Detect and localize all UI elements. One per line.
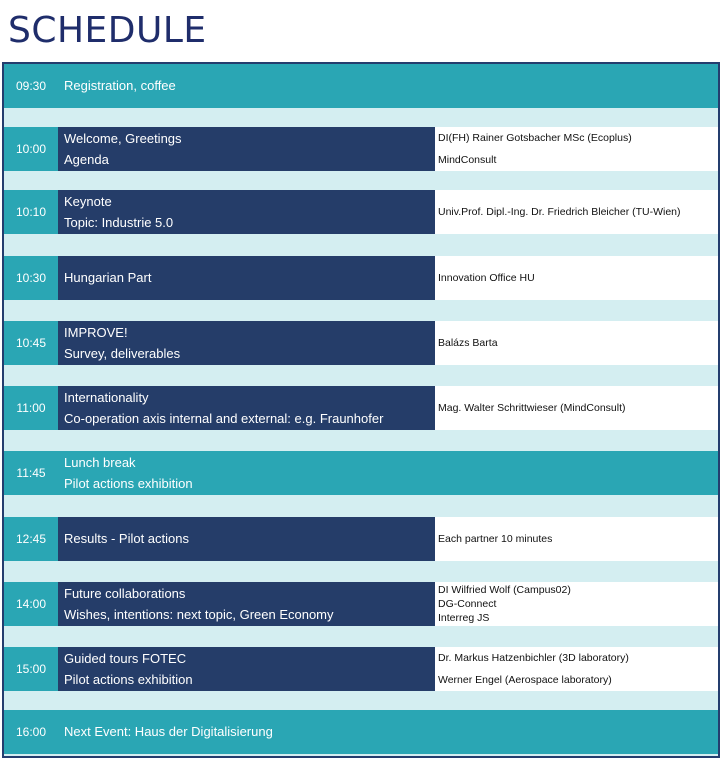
schedule-row-1030 (4, 256, 718, 300)
time-cell: 12:45 (4, 517, 58, 561)
speaker-cell (434, 517, 718, 561)
speaker-name: Univ.Prof. Dipl.-Ing. Dr. Friedrich Bleicher (TU-Wien) (438, 206, 681, 218)
session-title: Next Event: Haus der Digitalisierung (64, 724, 273, 739)
speaker-name: Interreg JS (438, 612, 490, 624)
time-cell: 15:00 (4, 647, 58, 691)
speaker-cell (434, 127, 718, 171)
session-cell (58, 190, 434, 234)
schedule-row-1245 (4, 517, 718, 561)
schedule-row-1010 (4, 190, 718, 234)
session-title: Guided tours FOTEC (64, 650, 187, 666)
schedule-row-0930 (4, 64, 718, 108)
time-cell: 10:00 (4, 127, 58, 171)
session-title: Future collaborations (64, 585, 186, 601)
session-title: Lunch break (64, 454, 136, 470)
session-title: Hungarian Part (64, 270, 152, 285)
time-cell: 10:30 (4, 256, 58, 300)
schedule-row-1000 (4, 127, 718, 171)
speaker-name: Balázs Barta (438, 337, 498, 349)
session-cell (58, 127, 434, 171)
session-subtitle: Co-operation axis internal and external: e.g. Fraunhofer (64, 410, 384, 426)
speaker-name: Dr. Markus Hatzenbichler (3D laboratory) (438, 652, 629, 664)
session-title: Keynote (64, 193, 112, 209)
time-cell: 16:00 (4, 710, 58, 754)
schedule-row-1045 (4, 321, 718, 365)
session-subtitle: Survey, deliverables (64, 345, 181, 361)
session-subtitle: Agenda (64, 151, 109, 167)
session-subtitle: Pilot actions exhibition (64, 671, 193, 687)
session-cell (58, 64, 718, 108)
session-cell (58, 517, 434, 561)
session-subtitle: Wishes, intentions: next topic, Green Economy (64, 606, 334, 622)
time-cell: 11:45 (4, 451, 58, 495)
time-cell: 14:00 (4, 582, 58, 626)
schedule-row-1600 (4, 710, 718, 754)
session-cell (58, 321, 434, 365)
speaker-name: Werner Engel (Aerospace laboratory) (438, 674, 612, 686)
page-title: SCHEDULE (8, 10, 207, 51)
session-title: Registration, coffee (64, 78, 176, 93)
session-cell (58, 710, 718, 754)
speaker-name: Innovation Office HU (438, 272, 535, 284)
session-title: Welcome, Greetings (64, 130, 182, 146)
speaker-name: Mag. Walter Schrittwieser (MindConsult) (438, 402, 626, 414)
time-cell: 11:00 (4, 386, 58, 430)
session-title: Internationality (64, 389, 149, 405)
session-subtitle: Pilot actions exhibition (64, 475, 193, 491)
session-cell (58, 647, 434, 691)
speaker-cell (434, 321, 718, 365)
time-cell: 10:45 (4, 321, 58, 365)
session-cell (58, 386, 434, 430)
schedule-row-1500 (4, 647, 718, 691)
session-title: IMPROVE! (64, 324, 128, 340)
speaker-name: DG-Connect (438, 598, 497, 610)
speaker-cell (434, 386, 718, 430)
speaker-cell (434, 582, 718, 626)
session-cell (58, 256, 434, 300)
speaker-cell (434, 190, 718, 234)
schedule-row-1400 (4, 582, 718, 626)
speaker-name: DI Wilfried Wolf (Campus02) (438, 584, 571, 596)
schedule-table (2, 62, 720, 758)
session-subtitle: Topic: Industrie 5.0 (64, 214, 174, 230)
schedule-row-1145 (4, 451, 718, 495)
schedule-row-1100 (4, 386, 718, 430)
speaker-name: Each partner 10 minutes (438, 533, 553, 545)
speaker-cell (434, 647, 718, 691)
speaker-cell (434, 256, 718, 300)
time-cell: 09:30 (4, 64, 58, 108)
session-cell (58, 451, 718, 495)
speaker-name: MindConsult (438, 154, 497, 166)
speaker-name: DI(FH) Rainer Gotsbacher MSc (Ecoplus) (438, 132, 632, 144)
session-title: Results - Pilot actions (64, 531, 189, 546)
session-cell (58, 582, 434, 626)
time-cell: 10:10 (4, 190, 58, 234)
